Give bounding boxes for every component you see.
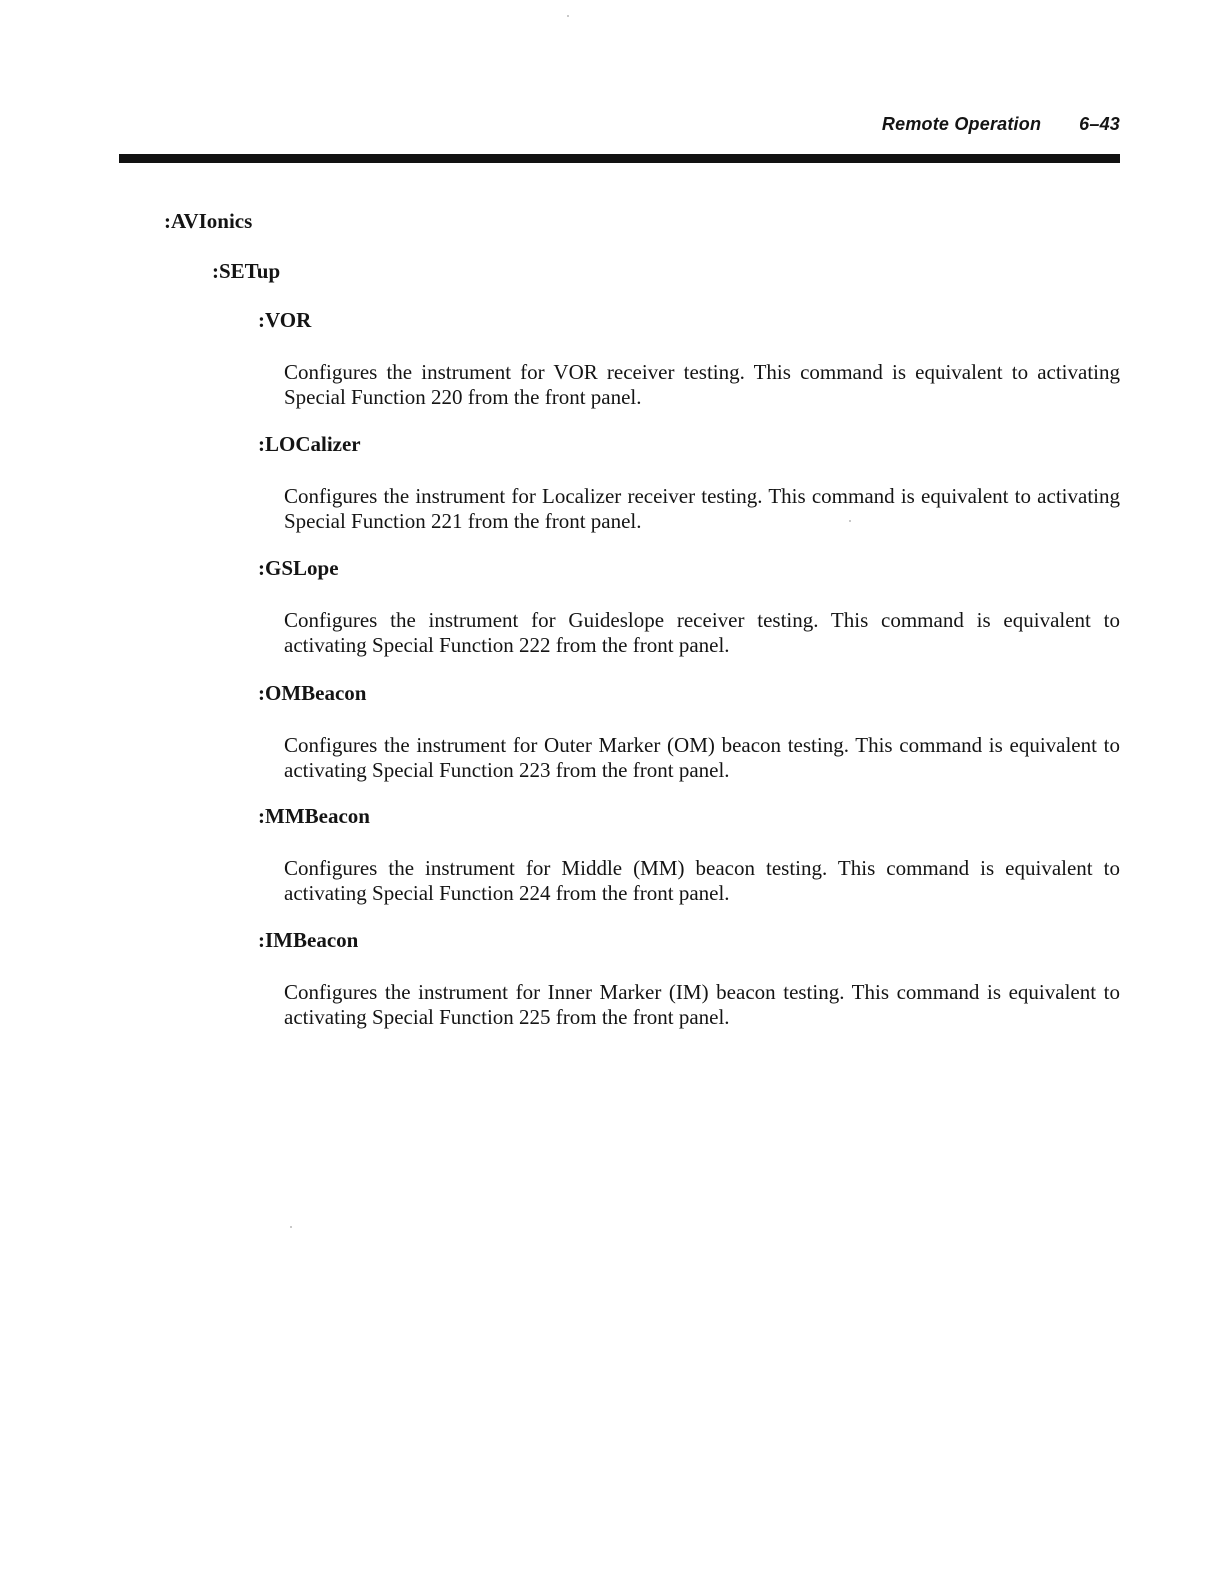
command-heading-localizer: :LOCalizer — [258, 432, 361, 456]
command-heading-ombeacon: :OMBeacon — [258, 681, 367, 705]
command-description-gslope: Configures the instrument for Guideslope receiver testing. This command is equivalent to activating Special Function 222 from the front panel. — [284, 608, 1120, 657]
scan-speck — [849, 520, 851, 522]
command-heading-imbeacon: :IMBeacon — [258, 928, 359, 952]
command-description-mmbeacon: Configures the instrument for Middle (MM) beacon testing. This command is equivalent to activating Special Function 224 from the front panel. — [284, 856, 1120, 905]
command-heading-mmbeacon: :MMBeacon — [258, 804, 370, 828]
command-heading-gslope: :GSLope — [258, 556, 339, 580]
command-description-vor: Configures the instrument for VOR receiver testing. This command is equivalent to activating Special Function 220 from the front panel. — [284, 360, 1120, 409]
scan-speck — [567, 15, 569, 17]
page-number: 6–43 — [1079, 114, 1120, 134]
command-heading-vor: :VOR — [258, 308, 312, 332]
header-rule — [119, 154, 1120, 163]
command-description-localizer: Configures the instrument for Localizer receiver testing. This command is equivalent to activating Special Function 221 from the front panel. — [284, 484, 1120, 533]
command-description-imbeacon: Configures the instrument for Inner Marker (IM) beacon testing. This command is equivalent to activating Special Function 225 from the front panel. — [284, 980, 1120, 1029]
page-header — [882, 114, 1120, 135]
section-title: Remote Operation — [881, 114, 1042, 134]
command-subsystem-heading: :SETup — [212, 259, 281, 283]
scan-speck — [290, 1226, 292, 1228]
command-root-heading: :AVIonics — [164, 209, 253, 233]
command-description-ombeacon: Configures the instrument for Outer Marker (OM) beacon testing. This command is equivalent to activating Special Function 223 from the front panel. — [284, 733, 1120, 782]
